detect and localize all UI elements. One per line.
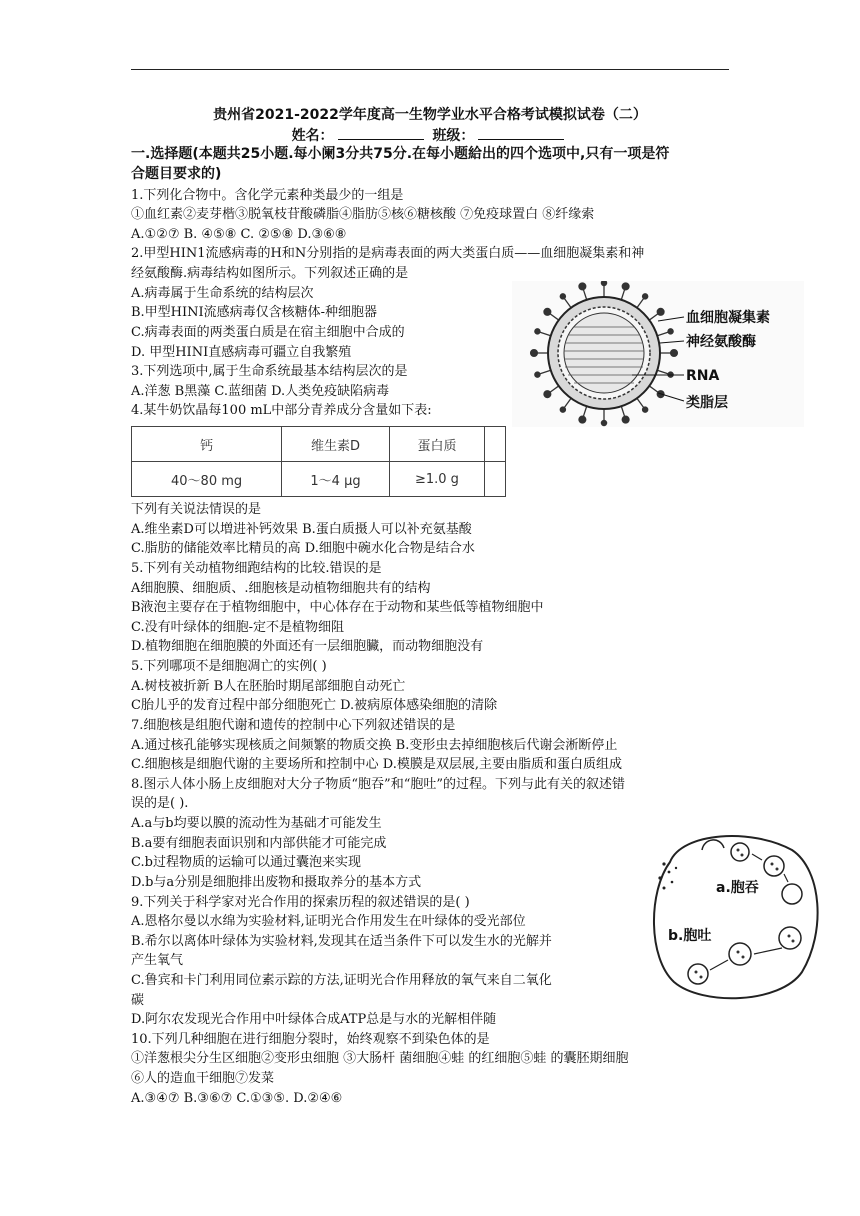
table-header: 维生素D [282, 427, 390, 462]
q9-option-a: A.恩格尔曼以水绵为实验材料,证明光合作用发生在叶绿体的受光部位 [131, 914, 526, 929]
section-heading-cont: 合题目要求的) [131, 166, 222, 182]
q10-options: A.③④⑦ B.③⑥⑦ C.①③⑤. D.②④⑥ [131, 1091, 343, 1106]
q5-option-d: D.植物细胞在细胞膜的外面还有一层细胞臟，而动物细胞没有 [131, 639, 484, 654]
q10-items-cont: ⑥人的造血干细胞⑦发菜 [131, 1071, 275, 1086]
virus-spike-head [643, 407, 648, 412]
label-neuraminidase: 神经氨酸酶 [686, 334, 756, 350]
q9-option-b: B.希尔以离体叶绿体为实验材料,发现其在适当条件下可以发生水的光解并 [131, 934, 552, 949]
table-header: 钙 [132, 427, 282, 462]
virus-spike-head [560, 407, 565, 412]
table-cell: 40～80 mg [132, 462, 282, 497]
q9-option-b-cont: 产生氧气 [131, 953, 184, 968]
label-hemagglutinin: 血细胞凝集素 [686, 310, 770, 326]
name-blank[interactable] [338, 127, 424, 140]
q4-question: 下列有关说法情误的是 [131, 502, 262, 517]
q5-option-a: A细胞膜、细胞质、.细胞核是动植物细胞共有的结构 [131, 581, 431, 596]
q4-stem: 4.某牛奶饮晶每100 mL中部分青养成分含量如下表: [131, 403, 432, 418]
q7-options-ab: A.通过核孔能够实现核质之间频繁的物质交换 B.变形虫去掉细胞核后代谢会淅断停止 [131, 738, 618, 753]
q2-option-c: C.病毒表面的两类蛋白质是在宿主细胞中合成的 [131, 325, 405, 340]
table-cell-empty [485, 462, 506, 497]
table-header: 蛋白质 [389, 427, 484, 462]
label-rna: RNA [686, 368, 720, 384]
table-cell-empty [485, 427, 506, 462]
name-label: 姓名： [291, 128, 334, 144]
q10-items: ①洋葱根尖分生区细胞②变形虫细胞 ③大肠杆 菌细胞④蛙 的红细胞⑤蛙 的囊胚期细胞 [131, 1051, 629, 1066]
q2-option-b: B.甲型HINI流感病毒仅含核糖体-种细胞器 [131, 305, 378, 320]
virus-spike-head [622, 283, 629, 290]
table-cell: 1～4 μg [282, 462, 390, 497]
q9-option-c: C.鲁宾和卡门利用同位素示踪的方法,证明光合作用释放的氧气来自二氧化 [131, 973, 552, 988]
rna-core [564, 313, 644, 393]
virus-structure-figure [512, 281, 804, 427]
q2-stem: 2.甲型HIN1流感病毒的H和N分别指的是病毒表面的两大类蛋白质——血细胞凝集素和神 [131, 246, 645, 261]
virus-spike-head [657, 308, 664, 315]
q9-stem: 9.下列关于科学家对光合作用的探索历程的叙述错误的是( ) [131, 895, 470, 910]
q5-option-b: B液泡主要存在于植物细胞中，中心体存在于动物和某些低等植物细胞中 [131, 600, 544, 615]
label-exocytosis: b.胞吐 [668, 928, 712, 944]
header-rule [131, 69, 729, 70]
section-heading: 一.选择题(本题共25小题.每小阑3分共75分.在每小题給出的四个选项中,只有一项是符 [131, 146, 670, 162]
q8-option-b: B.a要有细胞表面识别和内部供能才可能完成 [131, 836, 387, 851]
q3-options: A.洋葱 B黑藻 C.蓝细菌 D.人类免疫缺陷病毒 [131, 384, 390, 399]
class-label: 班级： [432, 128, 475, 144]
q6-options-ab: A.树枝被折新 B人在胚胎时期尾部细胞自动死亡 [131, 679, 406, 694]
q2-option-a: A.病毒属于生命系统的结构层次 [131, 286, 314, 301]
virus-spike-head [622, 416, 629, 423]
virus-spike-head [601, 420, 606, 425]
exam-title: 贵州省2021-2022学年度高一生物学业水平合格考试模拟试卷（二） [213, 107, 647, 123]
label-endocytosis: a.胞吞 [716, 880, 759, 896]
vesicle-contents [695, 849, 795, 979]
virus-spike-head [560, 294, 565, 299]
q2-stem-cont: 经氨酸酶.病毒结构如图所示。下列叙述正确的是 [131, 266, 409, 281]
q4-options-ab: A.维坐素D可以増进补钙效果 B.蛋白质摄人可以补充氨基酸 [131, 522, 472, 537]
virus-spike-head [579, 416, 586, 423]
virus-spike-head [535, 329, 540, 334]
q1-items: ①血红素②麦芽楷③脱氧枝苷酸磷脂④脂肪⑤核⑥糖核酸 ⑦免疫球置白 ⑧纤缘索 [131, 207, 595, 222]
virus-spike-head [544, 308, 551, 315]
virus-spike-head [544, 391, 551, 398]
q6-stem: 5.下列哪项不是细胞凋亡的实例( ) [131, 659, 327, 674]
virus-spike-head [579, 283, 586, 290]
q2-option-d: D. 甲型HINI直感病毒可疆立自我繁殖 [131, 345, 352, 360]
q8-stem-cont: 误的是( ). [131, 796, 189, 811]
q9-option-c-cont: 碳 [131, 993, 145, 1008]
virus-spike-head [531, 350, 538, 357]
q7-stem: 7.细胞核是组胞代谢和遗传的控制中心下列叙述错误的是 [131, 718, 456, 733]
q3-stem: 3.下列选项中,属于生命系统最基本结构层次的是 [131, 364, 408, 379]
virus-spike-head [643, 294, 648, 299]
name-class-line [131, 125, 729, 145]
table-cell: ≥1.0 g [389, 462, 484, 497]
q8-option-d: D.b与a分别是细胞排出废物和摄取养分的基本方式 [131, 875, 422, 890]
q6-options-cd: C胎儿乎的发育过程中部分细胞死亡 D.被病原体感染细胞的清除 [131, 698, 498, 713]
arrows [710, 854, 788, 970]
q9-option-d: D.阿尔农发现光合作用中叶绿体合成ATP总是与水的光解相伴随 [131, 1012, 497, 1027]
q10-stem: 10.下列几种细胞在进行细胞分裂时，始终观察不到染色体的是 [131, 1032, 490, 1047]
q7-options-cd: C.细胞核是细胞代谢的主要场所和控制中心 D.模膜是双层展,主要由脂质和蛋白质组成 [131, 757, 622, 772]
class-blank[interactable] [478, 127, 564, 140]
virus-spike-head [535, 372, 540, 377]
q5-option-c: C.没有叶绿体的细胞-定不是植物细阻 [131, 620, 345, 635]
q5-stem: 5.下列有关动植物细跑结构的比较.错误的是 [131, 561, 382, 576]
q8-option-a: A.a与b均要以膜的流动性为基础才可能发生 [131, 816, 382, 831]
q8-option-c: C.b过程物质的运输可以通过囊泡来实现 [131, 855, 361, 870]
virus-spike-head [601, 281, 606, 286]
vesicles [688, 840, 802, 984]
label-lipid-layer: 类脂层 [686, 395, 728, 411]
nutrition-table [131, 426, 506, 497]
virus-spike-head [671, 350, 678, 357]
q4-options-cd: C.脂肪的储能效率比精员的高 D.细胞中碗水化合物是结合水 [131, 541, 475, 556]
q1-options: A.①②⑦ B. ④⑤⑧ C. ②⑤⑧ D.③⑥⑧ [131, 227, 347, 242]
q1-stem: 1.下列化合物中。含化学元素种类最少的一组是 [131, 188, 404, 203]
virus-spike-head [668, 329, 673, 334]
q8-stem: 8.图示人体小肠上皮细胞对大分子物质“胞吞”和“胞吐”的过程。下列与此有关的叙述错 [131, 777, 625, 792]
endocytosis-exocytosis-figure [642, 822, 832, 1008]
